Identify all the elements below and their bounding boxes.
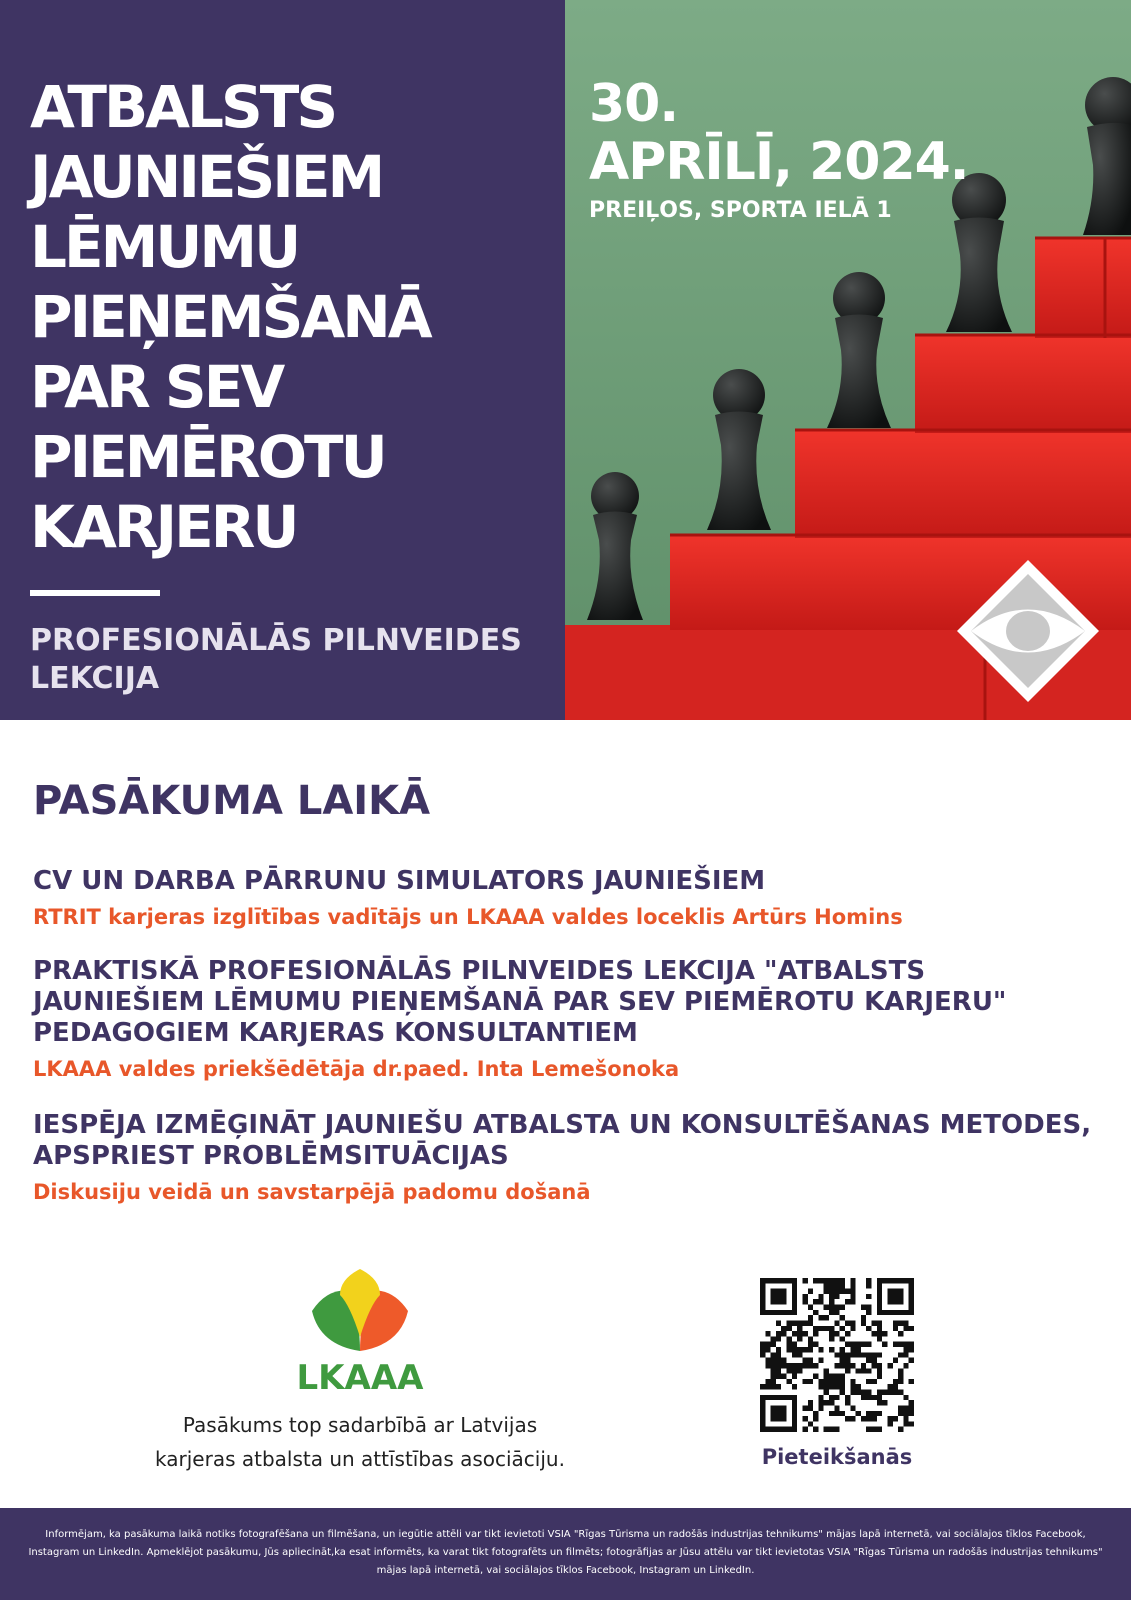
lkaaa-flower-logo [310, 1265, 410, 1353]
event-subtitle-line: LEKCIJA [30, 661, 160, 696]
title-divider [30, 590, 160, 596]
event-title-line: PIEŅEMŠANĀ [30, 283, 430, 351]
eye-diamond-logo [957, 560, 1099, 702]
lkaaa-logo-text: LKAAA [296, 1358, 424, 1398]
event-title-line: LĒMUMU [30, 213, 299, 281]
event-title-line: KARJERU [30, 493, 297, 561]
event-subtitle-line: PROFESIONĀLĀS PILNVEIDES [30, 623, 522, 658]
agenda-item-title: PRAKTISKĀ PROFESIONĀLĀS PILNVEIDES LEKCIJA "ATBALSTS JAUNIEŠIEM LĒMUMU PIEŅEMŠANĀ PAR SEV PIEMĒROTU KARJERU" PEDAGOGIEM KARJERAS KONSULTANTIEM [33, 956, 1007, 1048]
partner-description [140, 1408, 580, 1476]
event-title-line: ATBALSTS [30, 73, 336, 141]
event-date [589, 75, 969, 191]
agenda-item [33, 866, 1093, 931]
agenda-item [33, 1110, 1093, 1206]
event-date-line: APRĪLĪ, 2024. [589, 132, 969, 192]
event-title-line: PIEMĒROTU [30, 423, 385, 491]
registration-qr-code[interactable] [760, 1278, 914, 1432]
footer [0, 1508, 1131, 1600]
agenda-item-speaker: RTRIT karjeras izglītības vadītājs un LKAAA valdes loceklis Artūrs Homins [33, 905, 903, 929]
registration-label: Pieteikšanās [761, 1445, 913, 1469]
event-title-line: JAUNIEŠIEM [30, 143, 383, 211]
agenda-item-title: IESPĒJA IZMĒĢINĀT JAUNIEŠU ATBALSTA UN KONSULTĒŠANAS METODES, APSPRIEST PROBLĒMSITUĀCIJAS [33, 1110, 1092, 1171]
partner-description-line: karjeras atbalsta un attīstības asociāciju. [155, 1447, 565, 1471]
event-title [30, 72, 550, 562]
agenda-item-note: Diskusiju veidā un savstarpējā padomu došanā [33, 1180, 591, 1204]
partner-description-line: Pasākums top sadarbībā ar Latvijas [182, 1413, 538, 1437]
hero-photo-panel [565, 0, 1131, 720]
agenda-item [33, 956, 1093, 1083]
agenda-item-speaker: LKAAA valdes priekšēdētāja dr.paed. Inta Lemešonoka [33, 1057, 680, 1081]
event-location: PREIĻOS, SPORTA IELĀ 1 [589, 198, 892, 223]
agenda-item-title: CV UN DARBA PĀRRUNU SIMULATORS JAUNIEŠIEM [33, 866, 766, 896]
hero-left-panel [0, 0, 565, 720]
event-subtitle [30, 622, 550, 698]
section-heading: PASĀKUMA LAIKĀ [33, 778, 431, 824]
event-title-line: PAR SEV [30, 353, 283, 421]
event-date-line: 30. [589, 74, 679, 134]
footer-disclaimer: Informējam, ka pasākuma laikā notiks fotografēšana un filmēšana, un iegūtie attēli var tikt ievietoti VSIA "Rīgas Tūrisma un radošās industrijas tehnikums" mājas lapā internetā, vai sociālajos tīklos Facebook, Instagram un LinkedIn. Apmeklējot pasākumu, Jūs apliecināt,ka esat informēts, ka varat tikt fotografēts un filmēts; fotogrāfijas ar Jūsu attēlu var tikt ievietotas VSIA "Rīgas Tūrisma un radošās industrijas tehnikums" mājas lapā internetā, vai sociālajos tīklos Facebook, Instagram un LinkedIn. [28, 1529, 1103, 1576]
